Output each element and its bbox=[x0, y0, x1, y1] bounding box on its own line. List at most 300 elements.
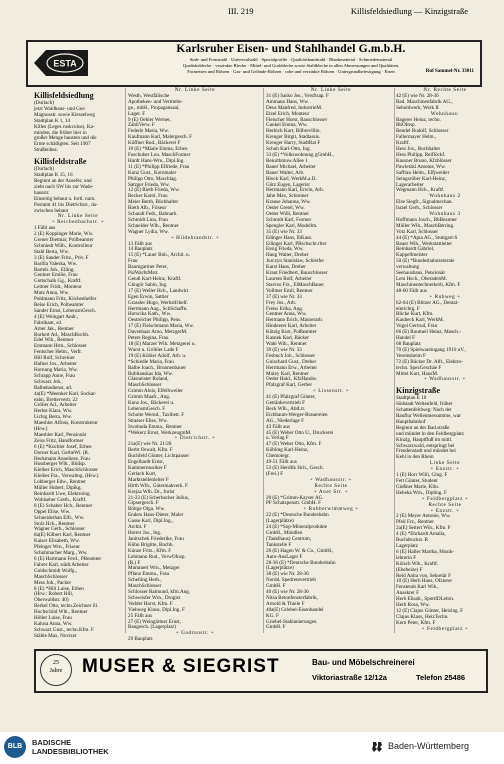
directory-entry: 26 (E) Hagen W. & Co., GmbH., bbox=[266, 547, 334, 554]
directory-entry: Schwarz Joh., bbox=[34, 378, 63, 385]
directory-entry: + Auer Str. + bbox=[313, 488, 349, 495]
directory-entry: 33 (E) *Volkswohnung gGmbH., bbox=[266, 151, 335, 158]
directory-column-1 bbox=[34, 88, 122, 639]
directory-entry: Schneiderhan Elfr., Ww. bbox=[34, 514, 85, 521]
directory-entry: Grassler Hugo, Werkstfchelf. bbox=[128, 299, 189, 306]
directory-entry: 22 (E) *Deutsche Bundesbahn bbox=[266, 512, 329, 519]
directory-entry: 37 (E) wie Nr. 33 bbox=[266, 293, 302, 300]
blb-logo-icon[interactable]: BLB bbox=[4, 736, 26, 758]
directory-entry: Nordd. Spedrentvertrieb bbox=[266, 577, 316, 584]
directory-entry: + Lissenstr. + bbox=[312, 388, 350, 395]
directory-entry: Kleiber Fra., Verwaltng. (Hrw.) bbox=[34, 473, 99, 480]
directory-entry: Oppel Elise, Ww. bbox=[34, 508, 71, 515]
directory-entry: 72 (E) Bücker Dr. Alfr., Elektro- bbox=[396, 358, 463, 365]
directory-entry: Berkel Otto, techn.Zeichner ill. bbox=[34, 603, 99, 610]
directory-entry: Getränkevertrieb F bbox=[266, 400, 305, 407]
directory-entry: PolWachtMstr. bbox=[128, 270, 159, 277]
directory-entry: Bendel Rudolf, Schlosser bbox=[396, 128, 449, 135]
street-heading: Killisfeldsiedlung bbox=[34, 91, 94, 100]
muser-siegrist-advertisement bbox=[34, 649, 488, 693]
directory-entry: Peters Regina, Frau bbox=[128, 335, 169, 342]
directory-entry: Gröber Ad., Arbeiter bbox=[34, 402, 77, 409]
directory-entry: (R.) F bbox=[128, 559, 141, 566]
directory-entry: Rechte Seite bbox=[314, 482, 348, 489]
directory-entry: Kinzig, Hauptfluß im mittl. bbox=[396, 436, 453, 443]
directory-entry: Spengler Karl, Modellm. bbox=[266, 222, 318, 229]
directory-entry: Kölsch Wih., Kraftf. bbox=[396, 560, 439, 567]
directory-entry: eabn, Brettervertr. 22 bbox=[34, 396, 78, 403]
directory-entry: Edinger Hans, IbKaut. bbox=[266, 234, 313, 241]
directory-entry: Hess Philipp, Reiflöckf. bbox=[396, 151, 446, 158]
directory-entry: Hill Rolf, Schreiner bbox=[34, 355, 75, 362]
directory-entry: (Tanklhaus) Centrum, bbox=[266, 535, 312, 542]
directory-entry: 66 (E) Roumeil Heinz, Masch.- bbox=[396, 329, 461, 336]
directory-entry: Schuhmacher Marg., Ww. bbox=[34, 550, 88, 557]
directory-entry: ZahltVerw. F bbox=[128, 122, 155, 129]
directory-entry: PF Schalzpenstr. GmbH. F bbox=[266, 500, 321, 507]
directory-entry: Kaiser Elisabeth, Ww. bbox=[34, 538, 80, 545]
directory-entry: Reinhardt Gabriel, bbox=[396, 246, 435, 253]
directory-entry: Wohnhaus 2 bbox=[429, 193, 461, 200]
directory-entry: Auto-AusLager F bbox=[266, 553, 303, 560]
directory-entry: Saffran Helm., Elfjweider bbox=[396, 169, 450, 176]
directory-entry: Maschinentechnerkerb, Kfm. F bbox=[396, 281, 461, 288]
directory-entry: Pfalzgraf Karl, Gerber bbox=[266, 382, 313, 389]
directory-entry: Marktstellenleiter F bbox=[128, 476, 169, 483]
directory-entry: Bublianskas Ida, Ww. bbox=[128, 370, 173, 377]
directory-entry: 8a(E) Kilbert Karl, Rentner bbox=[34, 532, 91, 539]
directory-entry: Nr. Linke Seite bbox=[310, 87, 352, 93]
directory-entry: Chemotegr. bbox=[266, 453, 290, 460]
directory-entry: 6 (E) Hartmann Ferd., PBeamter bbox=[34, 555, 102, 562]
directory-entry: Schulte Wernd., Taxibetr. F bbox=[128, 411, 185, 418]
directory-entry: Sander Ernst, LebensmGesch. bbox=[34, 307, 96, 314]
directory-entry: (Durlach) bbox=[34, 166, 54, 173]
directory-entry: 39 (E) wie Nr. 33 bbox=[266, 346, 302, 353]
directory-entry: 38 (E) wie Nr. 28-36 bbox=[266, 571, 309, 578]
directory-entry: Kammermusiker F bbox=[128, 465, 167, 471]
directory-entry: 2a(E) Seitert Wih., Kfm. F bbox=[396, 525, 451, 532]
directory-entry: Kreuger Birgit, Stadtassis. bbox=[266, 134, 321, 141]
directory-entry: 11 (E) *Philipp Elfriede, Frau bbox=[128, 163, 190, 170]
directory-entry: 2 (E) Meyer Antonie, Ww. bbox=[396, 513, 451, 520]
directory-entry: Reise Erich, Polbeamter bbox=[34, 302, 84, 308]
directory-entry: 1 Fällt aus bbox=[34, 225, 56, 232]
directory-entry: Swoboda Emma., Rentner bbox=[128, 423, 182, 430]
directory-entry: Magnusstr. sowie Kiesselweg bbox=[34, 111, 95, 118]
directory-entry: *Wekerz Ernst, WerkzeugmM. bbox=[128, 429, 192, 436]
directory-entry: Stadtplan K 1, 14 bbox=[34, 117, 70, 124]
directory-entry: Arnold & Thiele F bbox=[266, 600, 305, 607]
directory-entry: Wohlseber Gotth., Kraftf. bbox=[34, 496, 87, 503]
directory-entry: Postamt 41 bis Dietrichstr., da- bbox=[34, 201, 98, 208]
directory-entry: Gentner Anna, Ww. bbox=[266, 311, 307, 318]
directory-entry: Schlosser Raimund, kfm.Ang. bbox=[128, 589, 191, 596]
library-footer bbox=[0, 732, 504, 764]
directory-entry: Killes (Leges ruskculus), Ka- bbox=[34, 123, 95, 130]
directory-entry: 8 (E) *Hill Luise, Erben bbox=[34, 585, 84, 592]
directory-entry: Herbst Klara, Ww. bbox=[34, 408, 73, 415]
directory-entry: 53 (E) Herdlik Hch., Gesch. bbox=[266, 465, 324, 471]
directory-entry: Votz Karl, Schlosser bbox=[396, 228, 439, 235]
directory-column-4 bbox=[396, 88, 494, 633]
directory-entry: Nr. Rechte Seite bbox=[423, 87, 467, 93]
directory-entry: Handel F bbox=[396, 335, 415, 342]
directory-entry: Etzel Erich, Monteur bbox=[266, 110, 310, 117]
directory-entry: Buchfeld Günter, Lichtpauser bbox=[128, 453, 190, 460]
directory-entry: Bauflur Wellenmessumme, war bbox=[396, 413, 461, 420]
column-divider bbox=[125, 88, 126, 633]
directory-entry: Mittel Kurt, HausM. bbox=[396, 370, 439, 377]
directory-entry: und mündet in den Feldbergplatz bbox=[396, 430, 464, 437]
ad-products-line-1: Stab- und Formstahl · Universalstahl · Spezialprofile · Qualitätsbandstahl · Blankmaterial · Schmiedematerial bbox=[189, 57, 393, 62]
directory-entry: verwaltung bbox=[396, 264, 420, 271]
directory-entry: Fett Günter, Student bbox=[396, 478, 438, 484]
directory-entry: Stadtplan K 15, 16 bbox=[34, 172, 73, 179]
directory-entry: 45 (E) Weber Otto U., Druckerei bbox=[266, 429, 334, 436]
directory-entry: Müller Hubert, Diplkg. bbox=[34, 485, 82, 492]
state-name[interactable]: Baden-Württemberg bbox=[388, 741, 470, 751]
directory-entry: zwischen bebaut bbox=[34, 207, 69, 214]
directory-entry: Einseitig bebaut u. fortl. num. bbox=[34, 195, 96, 202]
directory-entry: 31 (E) Sasko Jos., Versfisap. F bbox=[266, 92, 329, 99]
directory-entry: Gottschalk Gg., Kraftf. bbox=[34, 278, 82, 285]
directory-entry: 1 (E) Horr Willi, Glug. F bbox=[396, 472, 448, 479]
directory-entry: Lichig Berta, Ww. bbox=[34, 414, 72, 421]
directory-entry: Nr. Linke Seite bbox=[57, 213, 99, 220]
ad-products-line-3: Formeisen und Röhren · Gas- und Gelände-Röhren · rohe und verzinkte Röhren · Untergrundbefestigung · Eisen bbox=[187, 69, 395, 74]
column-divider bbox=[394, 88, 395, 633]
ad-ruf: Ruf Sammel-Nr. 33011 bbox=[425, 69, 474, 74]
directory-entry: Beginnt an der Ausefer, und bbox=[34, 177, 92, 184]
directory-entry: 24 (E) *Sop-Mineralprodukte bbox=[266, 524, 328, 531]
directory-entry: LebensmGesch. F bbox=[128, 405, 166, 412]
directory-entry: Kaubeck Karl, WerkM. bbox=[396, 317, 445, 324]
directory-entry: + Ruhweg + bbox=[429, 293, 461, 300]
directory-entry: Tankstelle F bbox=[266, 541, 292, 548]
emblem-label: Jahre bbox=[49, 668, 63, 674]
directory-entry: Gießner Marie, Klin. bbox=[396, 483, 440, 490]
directory-entry: Mutz Anna, Ww. bbox=[34, 290, 69, 297]
directory-entry: Stähle Max, Novizer bbox=[34, 632, 77, 639]
directory-entry: Mummert Wrn., Metzger bbox=[128, 565, 180, 572]
directory-entry: Grimm Maafr., Ang. bbox=[128, 394, 171, 401]
directory-entry: + Feldbergplatz + bbox=[421, 625, 469, 632]
directory-entry: Baugesch. (Lagerplatz) bbox=[128, 624, 176, 631]
advertiser-business: Bau- und Möbelschreinerei bbox=[312, 658, 415, 667]
directory-entry: Balbe Joach., Brunnenbauer bbox=[128, 364, 186, 371]
directory-entry: Oberwaldstr. 40) bbox=[34, 597, 69, 604]
directory-entry: Rieth Alb., Friseur bbox=[128, 205, 167, 212]
directory-entry: Krejza Wlh. Dr., Jurist bbox=[128, 488, 175, 495]
directory-entry: + Enzstr. + bbox=[430, 507, 460, 514]
directory-entry: Lohberger Edw., Rentner bbox=[34, 479, 86, 486]
directory-entry: Ernte schädigten. Seit 1907 bbox=[34, 141, 91, 148]
directory-entry: Arnet Jak., Rentner bbox=[34, 325, 74, 332]
directory-entry: 3 (E) Sander Fritz., Priv. F bbox=[34, 254, 89, 261]
directory-entry: Freudenstadt und mündet bei bbox=[396, 448, 456, 455]
directory-entry: Nitsa Betonfensterfabrik, bbox=[266, 594, 318, 601]
directory-entry: Eichbaum-Werger-Brauereien bbox=[266, 411, 328, 418]
directory-entry: 42 (E) wie Nr. 28-36 bbox=[396, 92, 439, 99]
directory-entry: Egen Erwin, Sattler bbox=[128, 293, 169, 300]
directory-entry: Kehl in den Rhein bbox=[396, 454, 434, 461]
directory-entry: GmbH. F bbox=[266, 624, 286, 631]
directory-entry: Schrapp Anne, Frau bbox=[34, 372, 75, 379]
directory-entry: großer Menge hausten und die bbox=[34, 135, 97, 142]
directory-entry: + Enzstr. + bbox=[430, 466, 460, 473]
library-name-line-2: LANDESBIBLIOTHEK bbox=[32, 747, 109, 756]
directory-entry: Clajus Klaus, HeizTechn. bbox=[396, 613, 449, 620]
directory-entry: Fallermayer Helm., bbox=[396, 134, 437, 141]
directory-entry: Böttge Olga, Ww. bbox=[128, 506, 165, 513]
directory-entry: Schmidt Karl, Former bbox=[266, 216, 312, 223]
directory-entry: Philipp Otto, Maschlag. bbox=[128, 175, 178, 182]
directory-entry: MaschSchlosser bbox=[34, 573, 68, 580]
directory-entry: Fleischer Horst, Bauschlosser bbox=[266, 116, 328, 123]
library-name[interactable] bbox=[32, 738, 109, 756]
directory-entry: 4a(E) *Meenker Karl, Sockar- bbox=[34, 390, 97, 397]
directory-entry: Grimm Alois, Elfelhweiler bbox=[128, 388, 183, 395]
directory-entry: Strasser Elise, Ww. bbox=[128, 417, 168, 424]
directory-entry: Pohlmann Fritz, Küchenhelfer bbox=[34, 296, 97, 303]
directory-entry: Enders Hans-Dieter, Maler bbox=[128, 512, 184, 519]
directory-entry: Baumgartner Peter, bbox=[128, 264, 168, 271]
directory-entry: Seehaushaus, Pensionär bbox=[396, 270, 446, 277]
directory-entry: Stahl Berta, Ww. bbox=[34, 248, 69, 255]
directory-entry: Hess Jos., Buchhalter bbox=[396, 146, 441, 153]
page-number: III. 219 bbox=[228, 6, 254, 16]
directory-entry: AG., Niederlage F bbox=[266, 417, 304, 424]
directory-entry: Schelling Herb., bbox=[128, 577, 162, 584]
directory-entry: Fabrikant, sd. bbox=[34, 319, 63, 326]
directory-entry: (Hrw.) bbox=[34, 426, 48, 433]
directory-entry: Davenhaar Arno, MetzgerM. bbox=[128, 329, 188, 336]
directory-entry: Wagner Gerh., Schlosser bbox=[34, 526, 85, 533]
directory-entry: Götz Eugen, Lagerist bbox=[266, 181, 310, 188]
directory-entry: Kunz Gust., Kornmaler bbox=[128, 169, 177, 176]
directory-entry: jetzt Waldhaus- und Gut- bbox=[34, 105, 86, 112]
directory-entry: 15 (E) *Lauer Bnh., Archit. u. bbox=[128, 252, 190, 259]
directory-entry: Israel Gerh., Schlosser bbox=[396, 205, 443, 212]
directory-entry: Bagerer Heinz, techn. bbox=[396, 116, 441, 123]
directory-entry: Oeder Gretel, Ww. bbox=[266, 205, 305, 212]
anniversary-emblem-icon bbox=[40, 654, 72, 686]
directory-entry: Gerlach Kurt, bbox=[128, 470, 157, 477]
directory-entry: 41 (E) Pfalzgraf Günter, bbox=[266, 394, 316, 401]
directory-entry: Bad. Maschinenfabrik AG., bbox=[396, 98, 453, 105]
directory-entry: Kappellmeister bbox=[396, 252, 428, 259]
directory-entry: Heckmann Anneliese, Frau bbox=[34, 455, 90, 462]
directory-entry: Beginnt an der Bad.straße bbox=[396, 424, 450, 431]
directory-entry: Horscika Kath., Ww. bbox=[128, 311, 172, 318]
directory-entry: Hebeka Wrn., Dipling. F bbox=[396, 489, 447, 496]
directory-entry: Leni Hsch., OberadenM. bbox=[396, 276, 447, 282]
directory-entry: Fesbuch Joh., Schlosser bbox=[266, 352, 316, 359]
directory-entry: Meier Berth, Büchhalter bbox=[128, 199, 179, 206]
directory-entry: Blicke Kurt, Kfm. bbox=[396, 311, 434, 318]
directory-entry: + Rubberwimmweg + bbox=[303, 506, 359, 513]
directory-entry: Gasse Karl, Dipl.Ing., bbox=[128, 518, 174, 525]
directory-entry: Wegmann Hch., Kraftf. bbox=[396, 187, 445, 194]
directory-entry: 9 (E) Oehler Werner, bbox=[128, 116, 171, 123]
directory-entry: Becker Karol, Frau bbox=[128, 193, 168, 200]
directory-entry: Guischard Gust., Dreher bbox=[266, 358, 317, 365]
directory-entry: + Dietrichstr. + bbox=[174, 435, 216, 442]
directory-entry: Hauptbahnhof bbox=[396, 418, 426, 425]
ad-company-name: Karlsruher Eisen- und Stahlhandel G.m.b.H. bbox=[176, 43, 406, 55]
directory-entry: 20 (E) *Grimm-Kayser AG. bbox=[266, 494, 324, 501]
directory-entry: Hindeerer Karl, Arbeiter bbox=[266, 323, 317, 330]
directory-entry: 13 Fällt aus bbox=[128, 240, 152, 247]
directory-entry: hausstr. bbox=[34, 189, 50, 196]
directory-entry: + Gudrunstr. + bbox=[175, 630, 215, 637]
directory-entry: Seboldwerk, Werk II bbox=[396, 104, 439, 111]
directory-entry: 44 (E) *Apia AG., Stuttgart-S bbox=[396, 234, 458, 241]
state-lions-icon bbox=[370, 740, 384, 754]
directory-entry: GmbH. F bbox=[266, 583, 286, 590]
directory-entry: lehrerin F bbox=[396, 554, 417, 561]
directory-entry: (Frei.) F bbox=[266, 470, 284, 477]
directory-entry: Hochschild Wlh., Rentner bbox=[34, 609, 88, 616]
directory-entry: Beck Wlh., AbtLtr. bbox=[266, 405, 306, 412]
directory-entry: Schwarz Gust., techn.Kfm. F bbox=[34, 626, 94, 633]
directory-entry: 4 (E) *Ehrhardt Amalia, bbox=[396, 531, 446, 538]
directory-entry: Frey Jos., Arb. bbox=[266, 299, 297, 306]
directory-entry: 17 (E) Fleischmann Maria, Ww. bbox=[128, 323, 195, 330]
directory-entry: Fentscher Helm., Verfr. bbox=[34, 349, 83, 356]
directory-entry: Oestreicher Philipp, Pens. bbox=[128, 317, 182, 324]
directory-entry: Gendl Karl-Heinz, Kraftf. bbox=[128, 276, 182, 282]
directory-entry: Stolz Hch., Rentner bbox=[34, 520, 75, 527]
directory-entry: Wohnhaus: bbox=[430, 110, 460, 117]
directory-entry: Schmidt Lina, Frau bbox=[128, 216, 168, 223]
directory-entry: Kern Peter, Kfm. F bbox=[396, 619, 436, 626]
directory-entry: Herrmann Aug., SchSchaffn. bbox=[128, 305, 188, 312]
directory-entry: Gipsergesch. F bbox=[128, 500, 159, 507]
directory-entry: Anaskrer F bbox=[396, 590, 419, 597]
directory-entry: 28-36 (E) *Deutsche Bundesbahn bbox=[266, 559, 336, 566]
directory-entry: Schattenfeldweg: Nach der bbox=[396, 407, 452, 414]
directory-entry: 62-64 (E) Blitzer AG., Dental- bbox=[396, 299, 459, 306]
directory-entry: Haug Walter, Dreher bbox=[266, 252, 309, 259]
directory-entry: Janitschek Friederike, Frau bbox=[128, 535, 184, 542]
directory-entry: MaschSchlosser bbox=[128, 382, 162, 389]
directory-entry: MaschSchlosser bbox=[128, 583, 162, 590]
directory-entry: Schweisfer Wrn., Drogist bbox=[128, 594, 181, 601]
emblem-number: 25 bbox=[53, 660, 59, 666]
directory-entry: Schmiedt Wilh., Kontrolleur bbox=[34, 242, 93, 249]
directory-entry: 21-23 (E) Scherbacher Julius, bbox=[128, 494, 190, 501]
directory-entry: Maeshler Karl, Pensionär bbox=[34, 431, 87, 438]
directory-entry: Vogel Gertrud, Frau bbox=[396, 323, 438, 330]
directory-entry: Laurent Rolf, Arbeiter bbox=[266, 276, 312, 282]
directory-entry: Berbt Oswalt, Kfm. F bbox=[128, 447, 173, 454]
directory-entry: Vollmer Emil, Rentner bbox=[266, 287, 313, 294]
directory-entry: 70 (E) Spielwareingang 1910 uV., bbox=[396, 346, 466, 353]
directory-entry: + Hildebrandstr. + bbox=[170, 234, 220, 241]
directory-entry: Schaudt Fedr., Bahnarb. bbox=[128, 211, 178, 218]
directory-entry: Kasnek Karl, Bäcker bbox=[266, 335, 309, 342]
directory-entry: Stavrus Frz., ElMaschBauer bbox=[266, 281, 324, 288]
directory-entry: Else Siegfr., Signalmechan. bbox=[396, 199, 453, 206]
directory-entry: Kötzig Kurt, Polßeamter bbox=[266, 329, 317, 336]
advertiser-phone: Telefon 25486 bbox=[416, 673, 466, 682]
directory-entry: ge., mbH., Propagansaal, bbox=[128, 104, 180, 111]
directory-entry: Grener Dietmar, Pollbeamter bbox=[34, 237, 94, 244]
directory-entry: Wohnhaus 3 bbox=[429, 211, 461, 218]
running-header bbox=[0, 6, 504, 18]
directory-entry: (Ehebeize) F bbox=[396, 566, 423, 573]
directory-entry: Lagerarbeiter bbox=[396, 181, 424, 188]
directory-entry: 25 Fällt aus bbox=[128, 612, 152, 619]
directory-entry: Kühn Brigitte, Buchh. bbox=[128, 541, 174, 548]
directory-entry: 27 (E) Weingärtner Ernst, bbox=[128, 618, 181, 625]
directory-entry: 2 (E) Koppinger Marie, Ww. bbox=[34, 231, 94, 238]
esta-advertisement bbox=[26, 40, 482, 87]
directory-entry: 12 (E) Rieth Frieda, Ww. bbox=[128, 187, 180, 194]
directory-entry: Archit. F bbox=[128, 524, 147, 531]
directory-entry: + Reichenbachstr. + bbox=[51, 219, 105, 226]
directory-entry: (Durlach) bbox=[34, 100, 54, 106]
directory-entry: + Feldbergplatz + bbox=[421, 495, 469, 502]
directory-entry: Schuh Karl-Otto, Ing. bbox=[266, 146, 311, 153]
directory-entry: Pawletzki Antonie, Ww. bbox=[396, 163, 446, 170]
directory-entry: Lehmann Rud., VerwOInsp. bbox=[128, 553, 186, 560]
directory-entry: Kreuger Harry, StadtRat F bbox=[266, 140, 321, 147]
directory-entry: Pfeinger Wrn., Friseur bbox=[34, 544, 80, 551]
directory-entry: Pflanz Emma., Frau bbox=[128, 571, 170, 578]
directory-entry: Horter Jos., Ing. bbox=[128, 529, 162, 536]
directory-entry: 6 (E) Haller Martha, Musik- bbox=[396, 548, 455, 555]
directory-entry: (Lagerplätze) bbox=[266, 518, 294, 525]
directory-entry: Gaukel Emma, Ww. bbox=[266, 122, 308, 129]
directory-entry: 17 (E) Weller Hch., Landwirt bbox=[128, 287, 189, 294]
directory-entry: u. Verlag F bbox=[266, 435, 289, 442]
directory-entry: Freiss Erika, Ang. bbox=[266, 305, 304, 312]
directory-entry: Rechte Seite bbox=[428, 501, 462, 508]
directory-entry: Herb Rosa, Ww. bbox=[396, 602, 430, 609]
directory-entry: Dorner Karl, GerbeWi. (R. bbox=[34, 449, 90, 456]
directory-entry: Emmann Hrm., Schlosser bbox=[34, 343, 87, 350]
directory-entry: Jahn Max, Schreiner bbox=[266, 193, 309, 200]
directory-entry: Seingsrüber Karl-Heinz, bbox=[396, 175, 447, 182]
directory-entry: Apotheken- und Vertriebs- bbox=[128, 98, 183, 105]
directory-entry: 49-51 Fällt aus bbox=[266, 459, 297, 466]
directory-entry: Frau bbox=[128, 258, 138, 265]
directory-entry: Nr. Linke Seite bbox=[174, 87, 216, 93]
directory-entry: Wurst u. Gröbler Lade F bbox=[128, 346, 179, 353]
directory-entry: + Wadhausstr. + bbox=[309, 476, 353, 483]
directory-entry: Jurczyn Stanislaw, Schleifer bbox=[266, 258, 325, 265]
directory-entry: Goldschmidt Wolfg., bbox=[34, 567, 78, 574]
directory-entry: Maeshler Alfons, Konstrukteur bbox=[34, 420, 98, 427]
directory-entry: Herrmann Karl, Erwin, Arb. bbox=[266, 187, 324, 194]
directory-entry: Bauer Michael, Arbeiter bbox=[266, 163, 316, 170]
directory-entry: Kaufmann Karl, Malergesch. F bbox=[128, 134, 193, 141]
directory-column-2 bbox=[128, 87, 262, 643]
directory-entry: 43 Fällt aus bbox=[266, 423, 290, 430]
advertiser-name: MUSER & SIEGRIST bbox=[82, 656, 280, 677]
directory-entry: Block Karl, WerkM.a.D. bbox=[266, 175, 317, 182]
directory-entry: Herbich Kurt, Bilbrevlllm. bbox=[266, 128, 321, 135]
directory-entry: Barilla Valeska, Ww. bbox=[34, 260, 78, 267]
directory-entry: Reinhardt Uwe, Elektroing. bbox=[34, 491, 91, 497]
directory-entry: Höller Luise, Frau bbox=[34, 615, 72, 622]
directory-entry: Hafner Jos., Arbeiter bbox=[34, 361, 77, 368]
directory-entry: Engelhardt Ernst, bbox=[128, 459, 164, 466]
directory-entry: Linke Seite bbox=[429, 460, 461, 467]
